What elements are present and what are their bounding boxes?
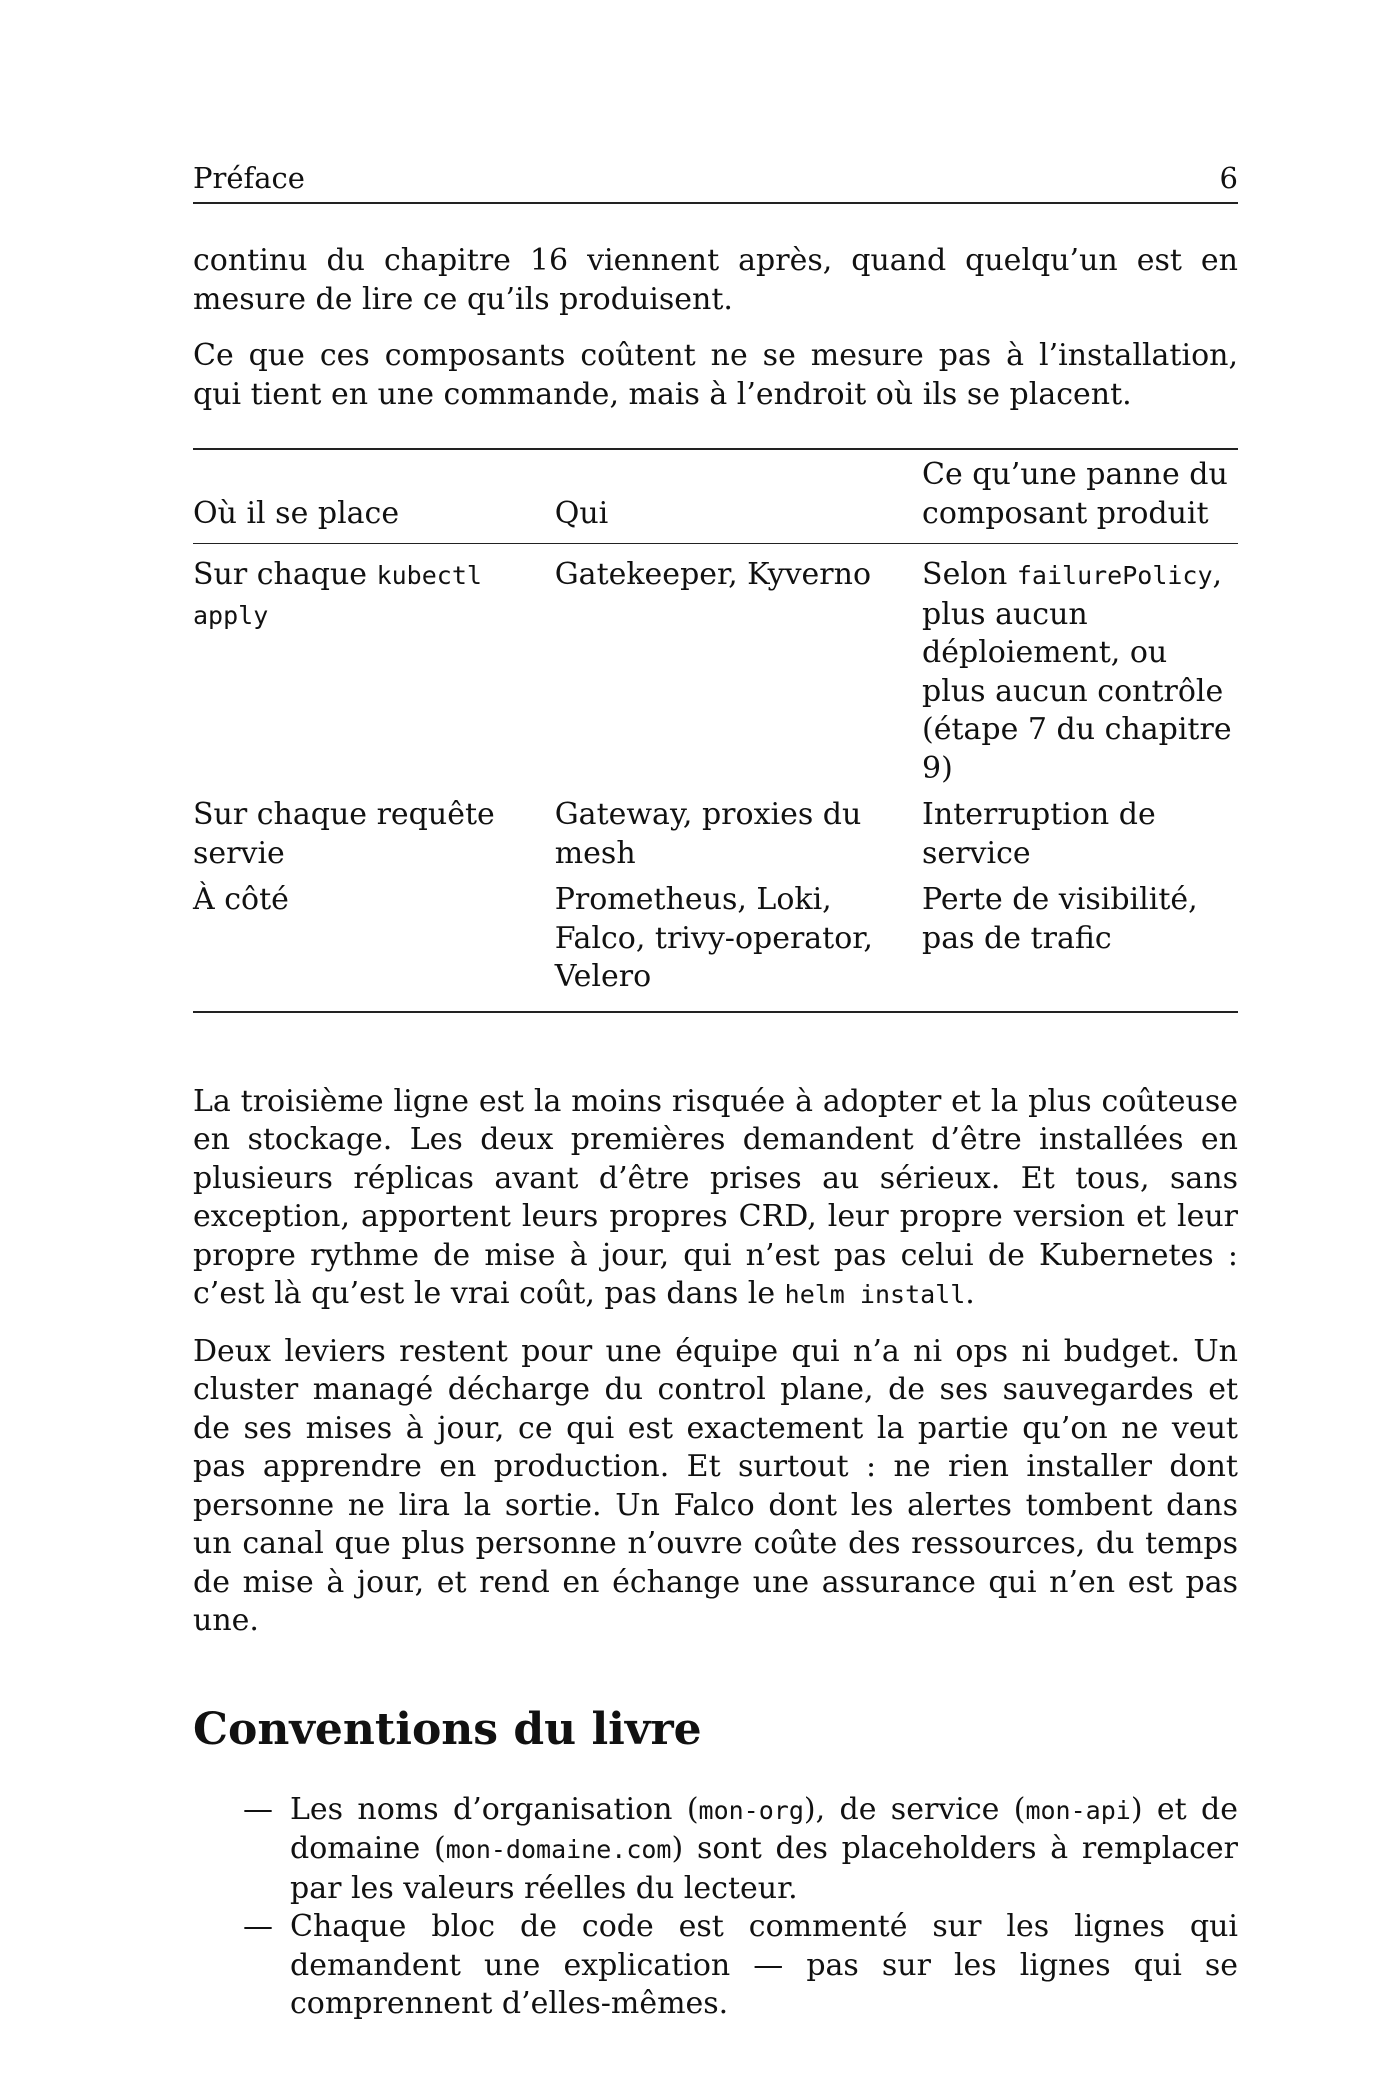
table-row (193, 796, 1238, 881)
col-header-effect: Ce qu’une panne du composant produit (922, 457, 1228, 531)
cell-where: Sur chaque requête servie (193, 797, 495, 871)
cell-where: À côté (193, 882, 289, 917)
paragraph-levers: Deux leviers restent pour une équipe qui n’a ni ops ni budget. Un cluster managé décharge du control plane, de ses sauvegardes et de ses mises à jour, ce qui est exactement la partie qu’on ne veut pas apprendre en production. Et surtout : ne rien installer dont personne ne lira la sortie. Un Falco dont les alertes tombent dans un canal que plus personne n’ouvre coûte des ressources, du temps de mise à jour, et rend en échange une assurance qui n’en est pas une. (193, 1333, 1238, 1638)
list-item (243, 1908, 1238, 2024)
paragraph-third-line (193, 1083, 1238, 1315)
header-section-title: Préface (193, 161, 305, 195)
cell-text: Sur chaque (193, 557, 377, 592)
page-number: 6 (1219, 161, 1238, 195)
inline-code: mon-org (698, 1795, 804, 1825)
cell-effect: Perte de visibilité, pas de trafic (922, 882, 1198, 956)
col-header-who: Qui (554, 495, 609, 531)
cell-effect: Interruption de service (922, 797, 1156, 871)
inline-code: helm install (784, 1280, 966, 1309)
document-page (193, 160, 1238, 2024)
running-header (193, 160, 1238, 204)
cell-where (193, 544, 555, 797)
inline-code: kubectl apply (193, 561, 482, 630)
dash-bullet: — (243, 1791, 273, 1827)
cell-effect (922, 544, 1238, 797)
item-text: ) et de domaine ( (290, 1791, 1238, 1866)
dash-bullet: — (243, 1909, 273, 1944)
cell-who: Gatekeeper, Kyverno (554, 557, 872, 592)
cell-who: Prometheus, Loki, Falco, trivy-operator, Velero (554, 882, 873, 994)
components-table (193, 448, 1238, 1013)
inline-code: failurePolicy (1016, 561, 1213, 590)
list-item (243, 1791, 1238, 1909)
cell-text: Selon (922, 557, 1017, 592)
table-row (193, 544, 1238, 797)
col-header-where: Où il se place (193, 495, 400, 531)
item-text: ), de service ( (803, 1791, 1026, 1827)
inline-code: mon-api (1025, 1795, 1131, 1825)
item-text: ) sont des placeholders à remplacer par les valeurs réelles du lecteur. (290, 1831, 1238, 1906)
paragraph-text: . (965, 1276, 975, 1311)
conventions-list (193, 1791, 1238, 2024)
item-text: Les noms d’organisation ( (290, 1791, 699, 1827)
cell-text: , plus aucun déploiement, ou plus aucun contrôle (étape 7 du chapitre 9) (922, 557, 1232, 786)
table-row (193, 881, 1238, 1012)
section-heading: Conventions du livre (193, 1703, 702, 1755)
inline-code: mon-domaine.com (445, 1835, 672, 1864)
paragraph-continuation: continu du chapitre 16 viennent après, quand quelqu’un est en mesure de lire ce qu’ils produisent. (193, 243, 1238, 317)
paragraph-cost-intro: Ce que ces composants coûtent ne se mesure pas à l’installation, qui tient en une commande, mais à l’endroit où ils se placent. (193, 338, 1238, 412)
cell-who: Gateway, proxies du mesh (554, 797, 862, 871)
paragraph-text: La troisième ligne est la moins risquée à adopter et la plus coûteuse en stockage. Les deux premières demandent d’être installées en plusieurs réplicas avant d’être prises au sérieux. Et tous, sans exception, apportent leurs propres CRD, leur propre version et leur propre rythme de mise à jour, qui n’est pas celui de Kubernetes : c’est là qu’est le vrai coût, pas dans le (193, 1083, 1238, 1311)
item-text: Chaque bloc de code est commenté sur les lignes qui demandent une explication — pas sur les lignes qui se comprennent d’elles-mêmes. (290, 1909, 1238, 2021)
table-header-row (193, 449, 1238, 544)
